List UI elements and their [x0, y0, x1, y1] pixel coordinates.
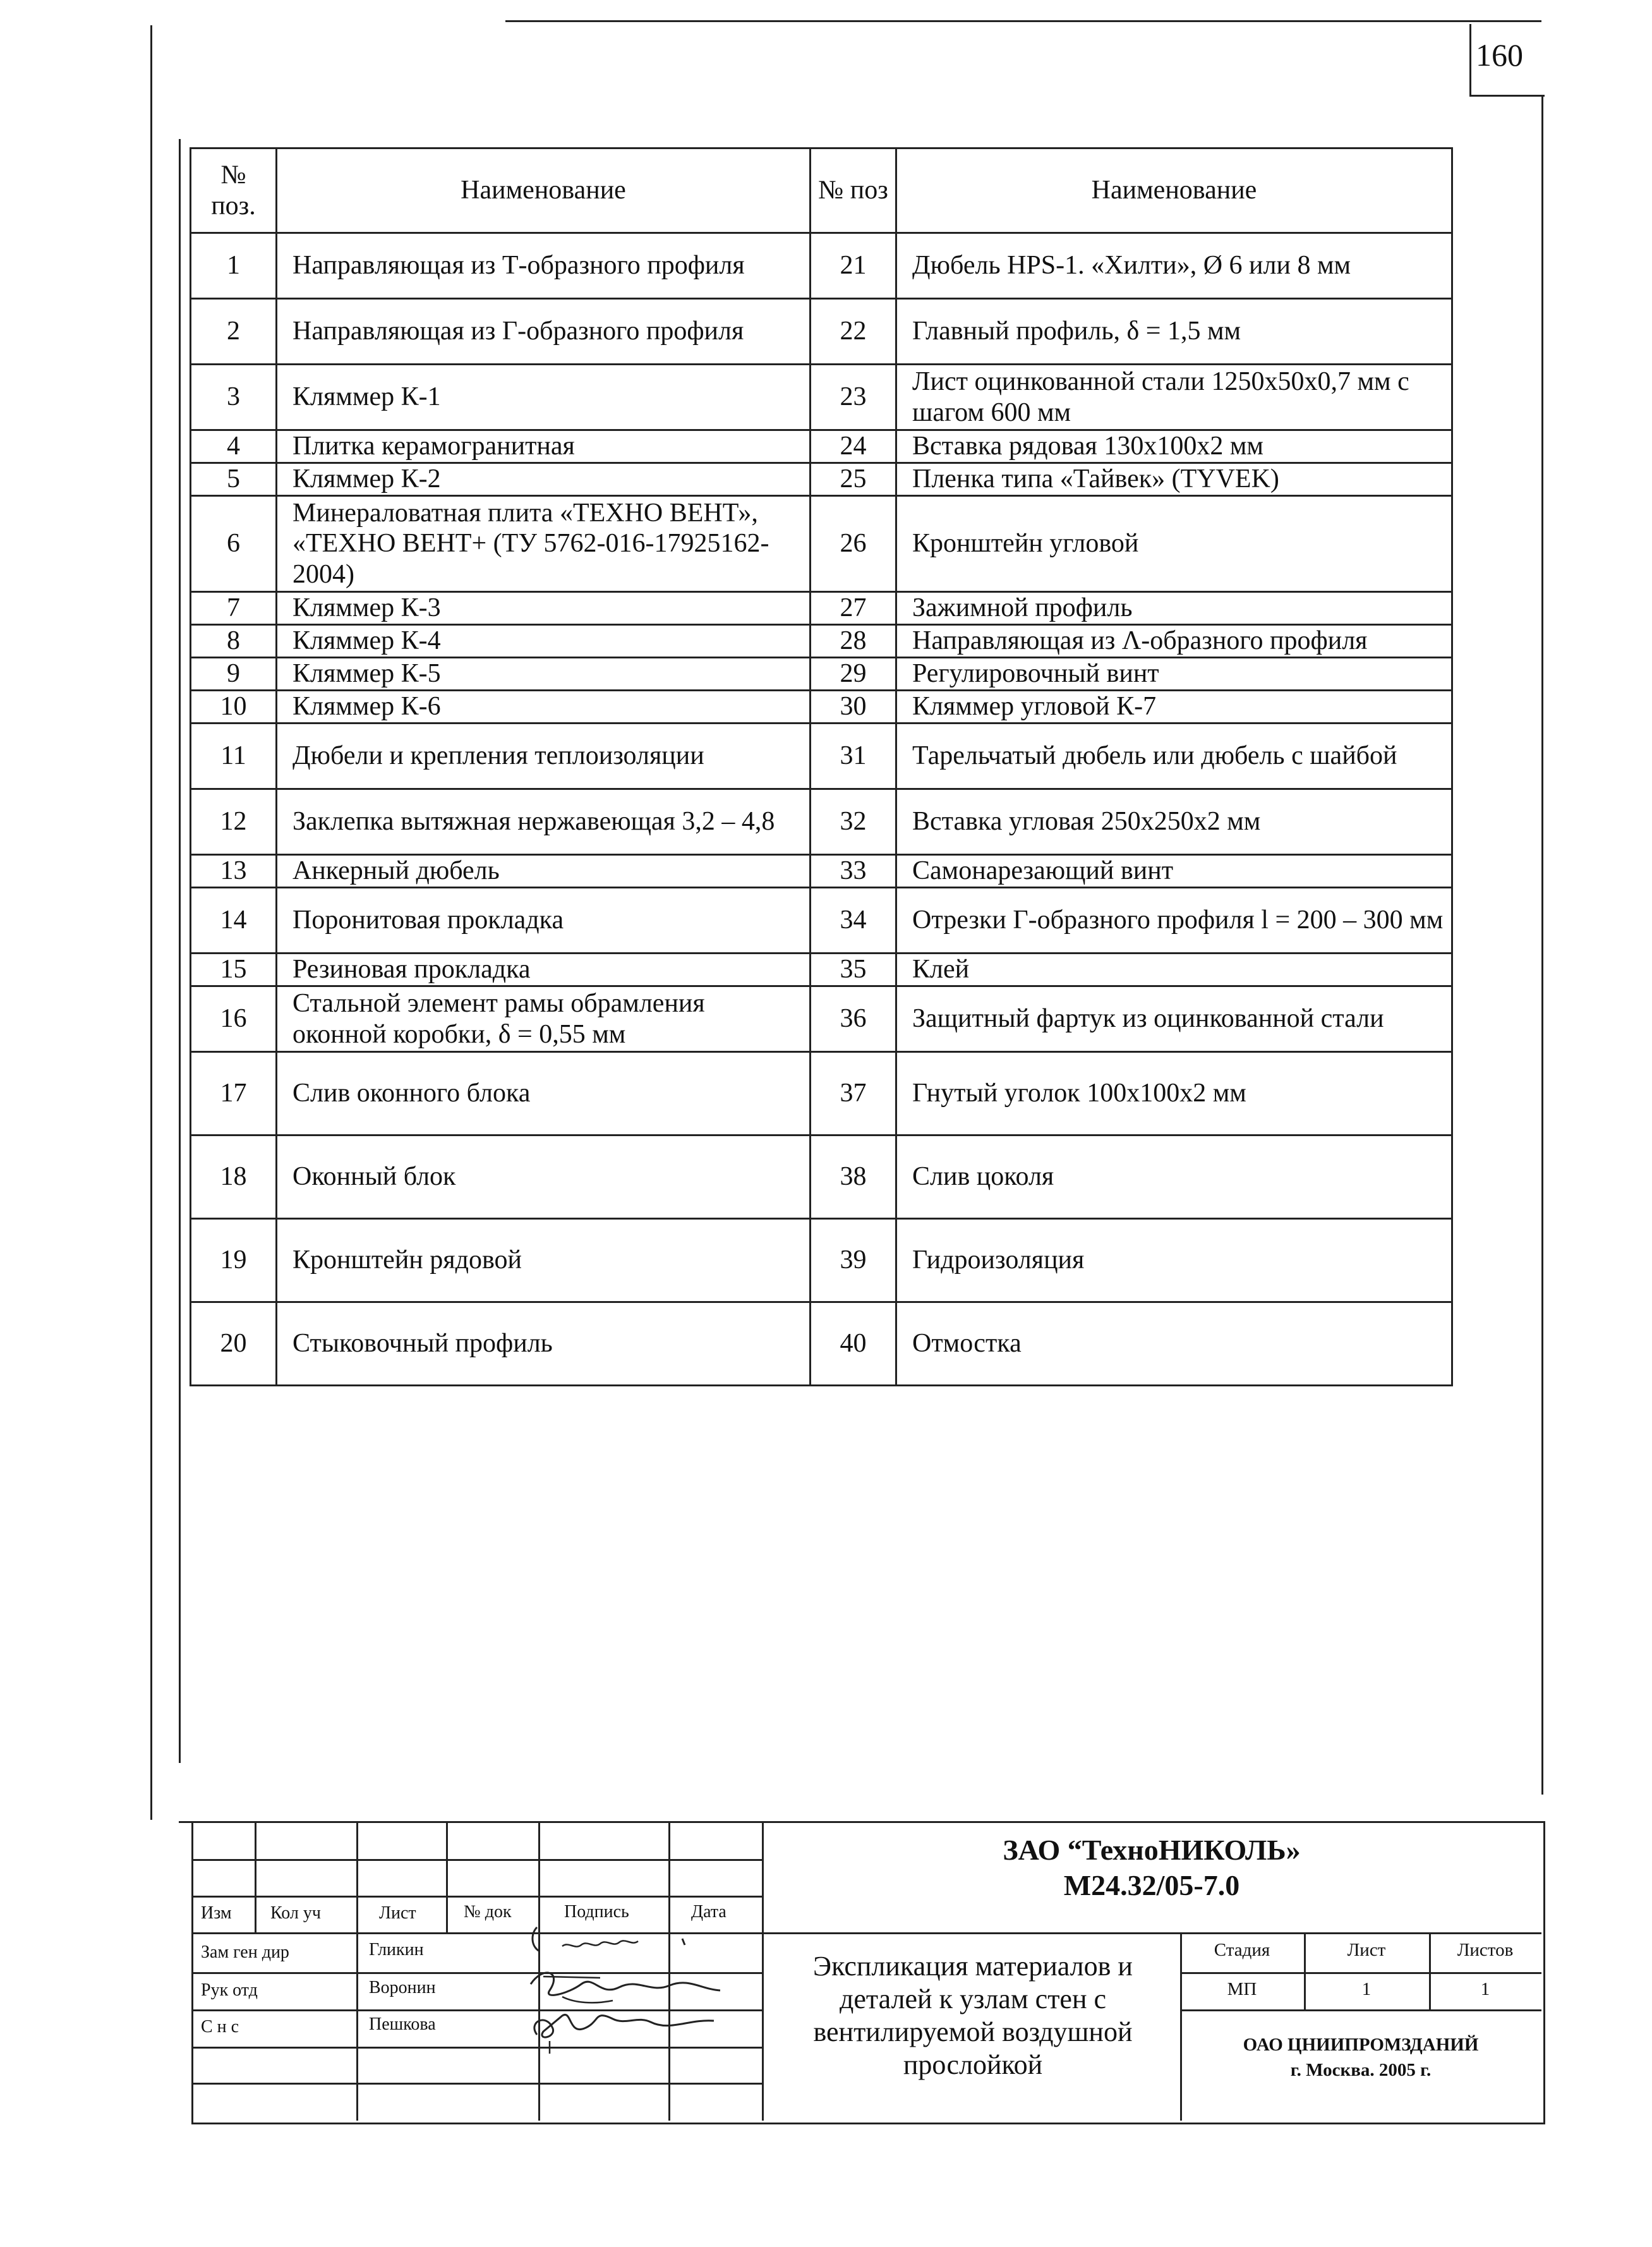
item-number-right: 37	[811, 1052, 896, 1136]
sheet-label: Лист	[1347, 1940, 1386, 1960]
right-frame-line	[1541, 95, 1543, 1795]
top-border-line	[505, 20, 1541, 22]
item-name-right: Отрезки Г-образного профиля l = 200 – 300 мм	[896, 888, 1452, 954]
stamp-v-line	[255, 1821, 256, 1932]
signature-glikin	[524, 1921, 701, 1959]
item-name-left: Направляющая из Г-образного профиля	[277, 299, 811, 365]
table-row	[191, 1302, 1452, 1386]
table-row	[191, 724, 1452, 789]
item-number-right: 22	[811, 299, 896, 365]
signature-peshkova	[524, 1997, 727, 2060]
sheet-value: 1	[1361, 1979, 1372, 1999]
item-name-left: Стальной элемент рамы обрамления оконной коробки, δ = 0,55 мм	[277, 986, 811, 1052]
item-number-right: 32	[811, 789, 896, 855]
table-row	[191, 496, 1452, 592]
item-number-right: 26	[811, 496, 896, 592]
table-row	[191, 986, 1452, 1052]
item-name-left: Заклепка вытяжная нержавеющая 3,2 – 4,8	[277, 789, 811, 855]
item-number-right: 33	[811, 855, 896, 888]
item-number-right: 21	[811, 233, 896, 299]
item-number-left: 10	[191, 691, 277, 724]
item-number-right: 40	[811, 1302, 896, 1386]
item-number-right: 23	[811, 365, 896, 430]
table-row	[191, 233, 1452, 299]
item-name-left: Кляммер К-1	[277, 365, 811, 430]
col-kol-uch-label: Кол уч	[270, 1903, 321, 1923]
item-name-left: Поронитовая прокладка	[277, 888, 811, 954]
item-number-left: 7	[191, 592, 277, 625]
left-margin-line	[150, 25, 152, 1820]
item-number-right: 29	[811, 658, 896, 691]
item-number-right: 28	[811, 625, 896, 658]
item-number-left: 6	[191, 496, 277, 592]
stamp-h-line	[191, 2083, 762, 2085]
item-number-left: 1	[191, 233, 277, 299]
item-name-right: Вставка угловая 250x250x2 мм	[896, 789, 1452, 855]
left-frame-line	[179, 139, 181, 1763]
stamp-h-line	[191, 1896, 762, 1898]
stamp-v-line	[446, 1821, 448, 1932]
table-row	[191, 430, 1452, 463]
item-number-left: 18	[191, 1136, 277, 1219]
col-data-label: Дата	[691, 1902, 727, 1922]
item-name-right: Самонарезающий винт	[896, 855, 1452, 888]
table-row	[191, 365, 1452, 430]
item-number-right: 34	[811, 888, 896, 954]
item-number-right: 27	[811, 592, 896, 625]
item-number-right: 39	[811, 1219, 896, 1302]
item-number-right: 31	[811, 724, 896, 789]
col-list-label: Лист	[379, 1903, 416, 1923]
table-row	[191, 592, 1452, 625]
table-row	[191, 463, 1452, 496]
organization-city-year: г. Москва. 2005 г.	[1290, 2060, 1432, 2080]
item-name-right: Отмостка	[896, 1302, 1452, 1386]
item-name-right: Кронштейн угловой	[896, 496, 1452, 592]
item-number-left: 9	[191, 658, 277, 691]
item-name-right: Защитный фартук из оцинкованной стали	[896, 986, 1452, 1052]
item-name-right: Направляющая из Λ-образного профиля	[896, 625, 1452, 658]
company-name: ЗАО “ТехноНИКОЛЬ»	[1003, 1834, 1301, 1866]
item-name-left: Слив оконного блока	[277, 1052, 811, 1136]
item-number-right: 35	[811, 954, 896, 986]
name-peshkova: Пешкова	[369, 2014, 436, 2034]
item-number-left: 15	[191, 954, 277, 986]
stage-value: МП	[1227, 1979, 1257, 1999]
organization-name: ОАО ЦНИИПРОМЗДАНИЙ	[1243, 2035, 1479, 2055]
item-name-left: Кляммер К-6	[277, 691, 811, 724]
item-name-left: Резиновая прокладка	[277, 954, 811, 986]
materials-table	[190, 147, 1453, 1386]
item-name-left: Плитка керамогранитная	[277, 430, 811, 463]
role-zam-gen-dir: Зам ген дир	[201, 1942, 289, 1962]
stamp-h-line	[191, 1859, 762, 1861]
item-name-right: Гидроизоляция	[896, 1219, 1452, 1302]
header-name-left: Наименование	[277, 148, 811, 233]
name-glikin: Гликин	[369, 1940, 424, 1959]
role-sns: С н с	[201, 2017, 239, 2037]
table-body	[191, 233, 1452, 1386]
table-row	[191, 1136, 1452, 1219]
stamp-h-line	[1180, 2009, 1541, 2011]
item-number-left: 16	[191, 986, 277, 1052]
item-name-left: Оконный блок	[277, 1136, 811, 1219]
table-row	[191, 625, 1452, 658]
header-name-right: Наименование	[896, 148, 1452, 233]
item-number-left: 14	[191, 888, 277, 954]
item-name-left: Стыковочный профиль	[277, 1302, 811, 1386]
item-name-right: Дюбель HPS-1. «Хилти», Ø 6 или 8 мм	[896, 233, 1452, 299]
item-name-left: Анкерный дюбель	[277, 855, 811, 888]
item-name-right: Лист оцинкованной стали 1250x50x0,7 мм с шагом 600 мм	[896, 365, 1452, 430]
item-number-left: 5	[191, 463, 277, 496]
table-row	[191, 658, 1452, 691]
table-row	[191, 954, 1452, 986]
col-izm-label: Изм	[201, 1903, 232, 1923]
item-number-right: 24	[811, 430, 896, 463]
item-number-left: 8	[191, 625, 277, 658]
item-name-left: Направляющая из Т-образного профиля	[277, 233, 811, 299]
item-number-left: 12	[191, 789, 277, 855]
name-voronin: Воронин	[369, 1978, 436, 1997]
item-name-left: Кляммер К-4	[277, 625, 811, 658]
table-row	[191, 855, 1452, 888]
item-name-right: Регулировочный винт	[896, 658, 1452, 691]
item-number-left: 3	[191, 365, 277, 430]
item-name-right: Слив цоколя	[896, 1136, 1452, 1219]
item-number-left: 13	[191, 855, 277, 888]
table-row	[191, 1219, 1452, 1302]
item-number-left: 19	[191, 1219, 277, 1302]
table-row	[191, 1052, 1452, 1136]
table-row	[191, 691, 1452, 724]
item-name-right: Главный профиль, δ = 1,5 мм	[896, 299, 1452, 365]
item-number-right: 36	[811, 986, 896, 1052]
item-name-right: Клей	[896, 954, 1452, 986]
item-name-left: Минераловатная плита «ТЕХНО ВЕНТ», «ТЕХНО ВЕНТ+ (ТУ 5762-016-17925162-2004)	[277, 496, 811, 592]
document-code: М24.32/05-7.0	[1063, 1869, 1240, 1901]
document-description: Экспликация материалов и деталей к узлам стен с вентилируемой воздушной прослойкой	[813, 1951, 1133, 2080]
item-number-left: 11	[191, 724, 277, 789]
item-number-right: 25	[811, 463, 896, 496]
item-name-right: Гнутый уголок 100x100x2 мм	[896, 1052, 1452, 1136]
sheets-label: Листов	[1457, 1940, 1514, 1960]
stamp-v-line	[356, 1821, 358, 2121]
item-number-left: 20	[191, 1302, 277, 1386]
item-name-right: Тарельчатый дюбель или дюбель с шайбой	[896, 724, 1452, 789]
item-number-left: 17	[191, 1052, 277, 1136]
item-name-left: Дюбели и крепления теплоизоляции	[277, 724, 811, 789]
item-number-left: 2	[191, 299, 277, 365]
header-num-left: № поз.	[191, 148, 277, 233]
item-name-right: Зажимной профиль	[896, 592, 1452, 625]
col-podpis-label: Подпись	[564, 1902, 629, 1922]
table-header-row	[191, 148, 1452, 233]
stamp-h-line	[191, 1932, 1541, 1934]
stage-label: Стадия	[1214, 1940, 1270, 1960]
col-n-dok-label: № док	[464, 1902, 512, 1922]
item-name-left: Кронштейн рядовой	[277, 1219, 811, 1302]
sheets-value: 1	[1480, 1979, 1490, 1999]
role-ruk-otd: Рук отд	[201, 1980, 258, 2000]
item-name-left: Кляммер К-2	[277, 463, 811, 496]
table-row	[191, 888, 1452, 954]
item-name-right: Пленка типа «Тайвек» (TYVEK)	[896, 463, 1452, 496]
header-num-right: № поз	[811, 148, 896, 233]
page-number: 160	[1476, 37, 1523, 73]
stamp-h-line	[1180, 1972, 1541, 1974]
item-number-right: 38	[811, 1136, 896, 1219]
item-name-left: Кляммер К-5	[277, 658, 811, 691]
table-row	[191, 299, 1452, 365]
item-name-right: Вставка рядовая 130x100x2 мм	[896, 430, 1452, 463]
item-name-right: Кляммер угловой К-7	[896, 691, 1452, 724]
item-number-left: 4	[191, 430, 277, 463]
item-number-right: 30	[811, 691, 896, 724]
item-name-left: Кляммер К-3	[277, 592, 811, 625]
table-row	[191, 789, 1452, 855]
